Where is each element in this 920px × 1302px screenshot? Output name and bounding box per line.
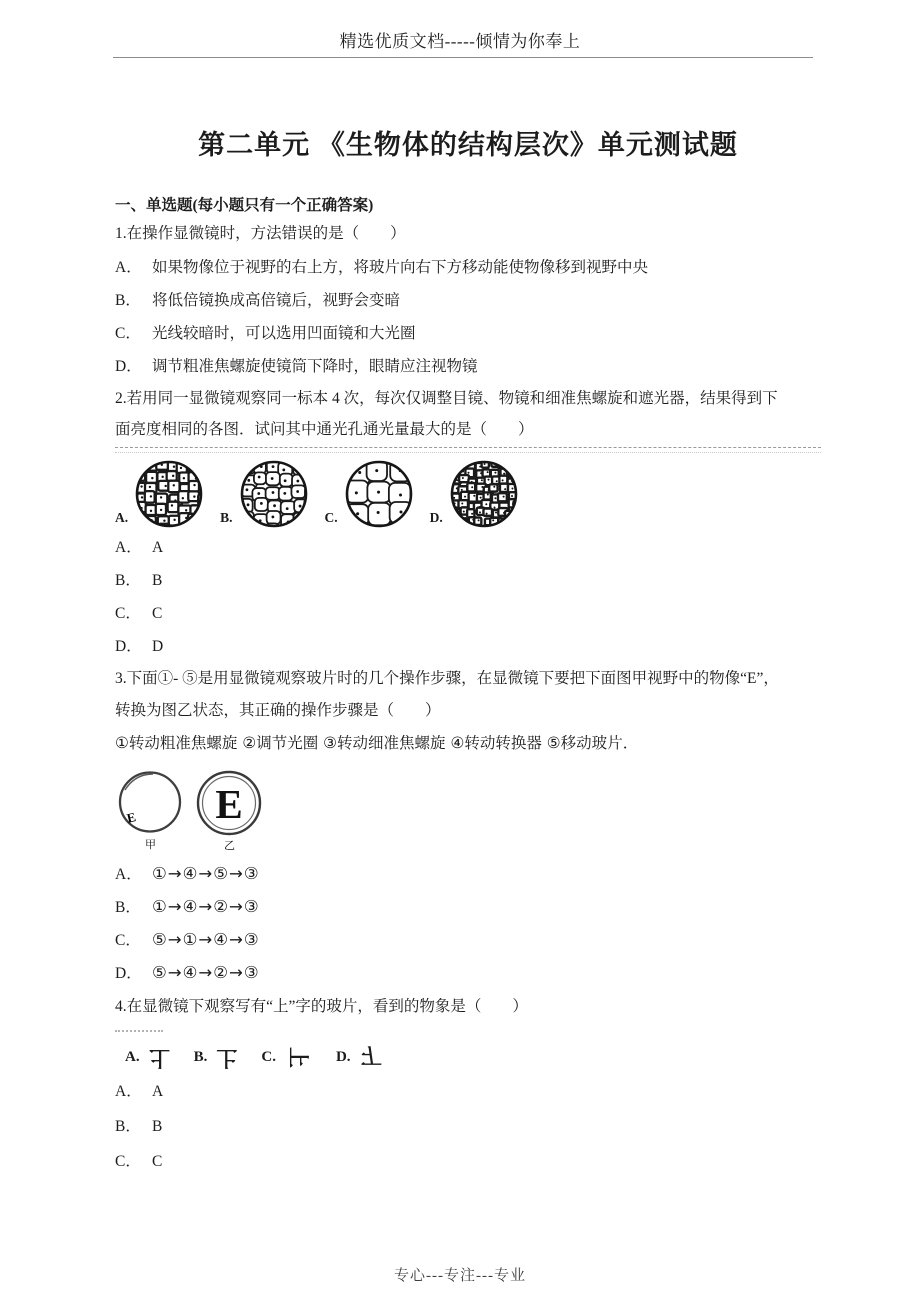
option-label: B．	[115, 572, 141, 589]
microscope-view-b	[239, 459, 309, 529]
glyph-shang-mirrored: 上	[357, 1044, 383, 1069]
q1-option-d	[115, 350, 821, 383]
document-body	[115, 128, 821, 1179]
footer-text: 专心---专注---专业	[394, 1268, 526, 1284]
field-view-jia	[115, 768, 187, 856]
glyph-shang-rotated-90: 上	[285, 1046, 310, 1068]
q4-figure-label-b: B.	[193, 1049, 208, 1065]
microscope-view-d	[449, 459, 519, 529]
q3-option-b	[115, 891, 821, 924]
q3-option-d	[115, 957, 821, 990]
q4-figure-label-c: C.	[261, 1049, 276, 1065]
scan-artifact-line	[115, 447, 821, 448]
q4-option-b	[115, 1109, 821, 1144]
doc-title: 第二单元 《生物体的结构层次》单元测试题	[198, 130, 738, 160]
option-label: D．	[115, 965, 142, 982]
scan-artifact-line	[115, 1030, 163, 1032]
q2-option-b	[115, 564, 821, 597]
q2-text-line1: 2.若用同一显微镜观察同一标本 4 次，每次仅调整目镜、物镜和细准焦螺旋和遮光器，结果得到下	[115, 390, 778, 407]
q4-option-c	[115, 1144, 821, 1179]
option-sequence: ⑤→①→④→③	[152, 930, 260, 949]
option-text: A	[152, 539, 164, 556]
page-header: 精选优质文档-----倾情为你奉上	[339, 32, 581, 51]
option-text: 光线较暗时，可以选用凹面镜和大光圈	[152, 325, 416, 342]
option-label: A．	[115, 866, 142, 883]
q3-text-line1: 3.下面①- ⑤是用显微镜观察玻片时的几个操作步骤，在显微镜下要把下面图甲视野中的物像“E”，	[115, 670, 779, 687]
option-label: A．	[115, 539, 142, 556]
option-text: B	[152, 572, 163, 589]
section-heading: 一、单选题(每小题只有一个正确答案)	[115, 197, 374, 214]
yi-label: 乙	[224, 840, 235, 852]
q3-figure	[115, 768, 821, 856]
option-text: D	[152, 638, 164, 655]
option-label: C．	[115, 1153, 141, 1170]
q2-figure-label-b: B.	[220, 510, 233, 525]
q3-steps-line: ①转动粗准焦螺旋 ②调节光圈 ③转动细准焦螺旋 ④转动转换器 ⑤移动玻片．	[115, 734, 639, 752]
option-label: C．	[115, 932, 141, 949]
option-text: 如果物像位于视野的右上方，将玻片向右下方移动能使物像移到视野中央	[152, 259, 649, 276]
option-text: 调节粗准焦螺旋使镜筒下降时，眼睛应注视物镜	[152, 358, 478, 375]
jia-label: 甲	[145, 839, 156, 851]
microscope-view-a	[134, 459, 204, 529]
q3-text-line2: 转换为图乙状态，其正确的操作步骤是（ ）	[115, 702, 441, 719]
q2-option-a	[115, 531, 821, 564]
q2-figure-label-c: C.	[324, 510, 338, 525]
q4-figure-label-d: D.	[335, 1049, 351, 1065]
option-label: D．	[115, 638, 142, 655]
option-label: B．	[115, 1118, 141, 1135]
big-e-letter: E	[215, 781, 243, 827]
small-e-letter: E	[125, 809, 138, 826]
field-view-yi	[191, 768, 269, 856]
q3-option-a	[115, 858, 821, 891]
q1-text: 1.在操作显微镜时，方法错误的是（ ）	[115, 225, 406, 242]
option-sequence: ⑤→④→②→③	[152, 963, 260, 982]
q2-figure-label-a: A.	[115, 510, 129, 525]
option-text: C	[152, 1153, 163, 1170]
q4-figure-label-a: A.	[125, 1049, 140, 1065]
option-label: A．	[115, 259, 142, 276]
q4-option-a	[115, 1074, 821, 1109]
option-label: D．	[115, 358, 142, 375]
option-label: B．	[115, 899, 141, 916]
q2-figure-label-d: D.	[429, 510, 443, 525]
q1-option-b	[115, 284, 821, 317]
q4-figure	[115, 1030, 821, 1074]
option-label: C．	[115, 605, 141, 622]
glyph-shang-flipped-vertical: 上	[216, 1045, 238, 1070]
option-text: B	[152, 1118, 163, 1135]
q2-option-c	[115, 597, 821, 630]
option-label: A．	[115, 1083, 142, 1100]
q4-text: 4.在显微镜下观察写有“上”字的玻片，看到的物象是（ ）	[115, 998, 528, 1015]
header-rule	[113, 57, 813, 58]
option-text: C	[152, 605, 163, 622]
glyph-shang-rotated-180: 上	[148, 1045, 170, 1070]
scan-artifact-line	[115, 452, 821, 453]
option-label: C．	[115, 325, 141, 342]
q2-figure	[115, 447, 821, 529]
q2-text-line2: 面亮度相同的各图．试问其中通光孔通光量最大的是（ ）	[115, 421, 534, 438]
option-sequence: ①→④→⑤→③	[152, 864, 260, 883]
microscope-view-c	[344, 459, 414, 529]
q3-option-c	[115, 924, 821, 957]
q1-option-a	[115, 251, 821, 284]
option-sequence: ①→④→②→③	[152, 897, 260, 916]
q1-option-c	[115, 317, 821, 350]
option-label: B．	[115, 292, 141, 309]
option-text: 将低倍镜换成高倍镜后，视野会变暗	[152, 292, 401, 309]
option-text: A	[152, 1083, 164, 1100]
q2-option-d	[115, 630, 821, 663]
